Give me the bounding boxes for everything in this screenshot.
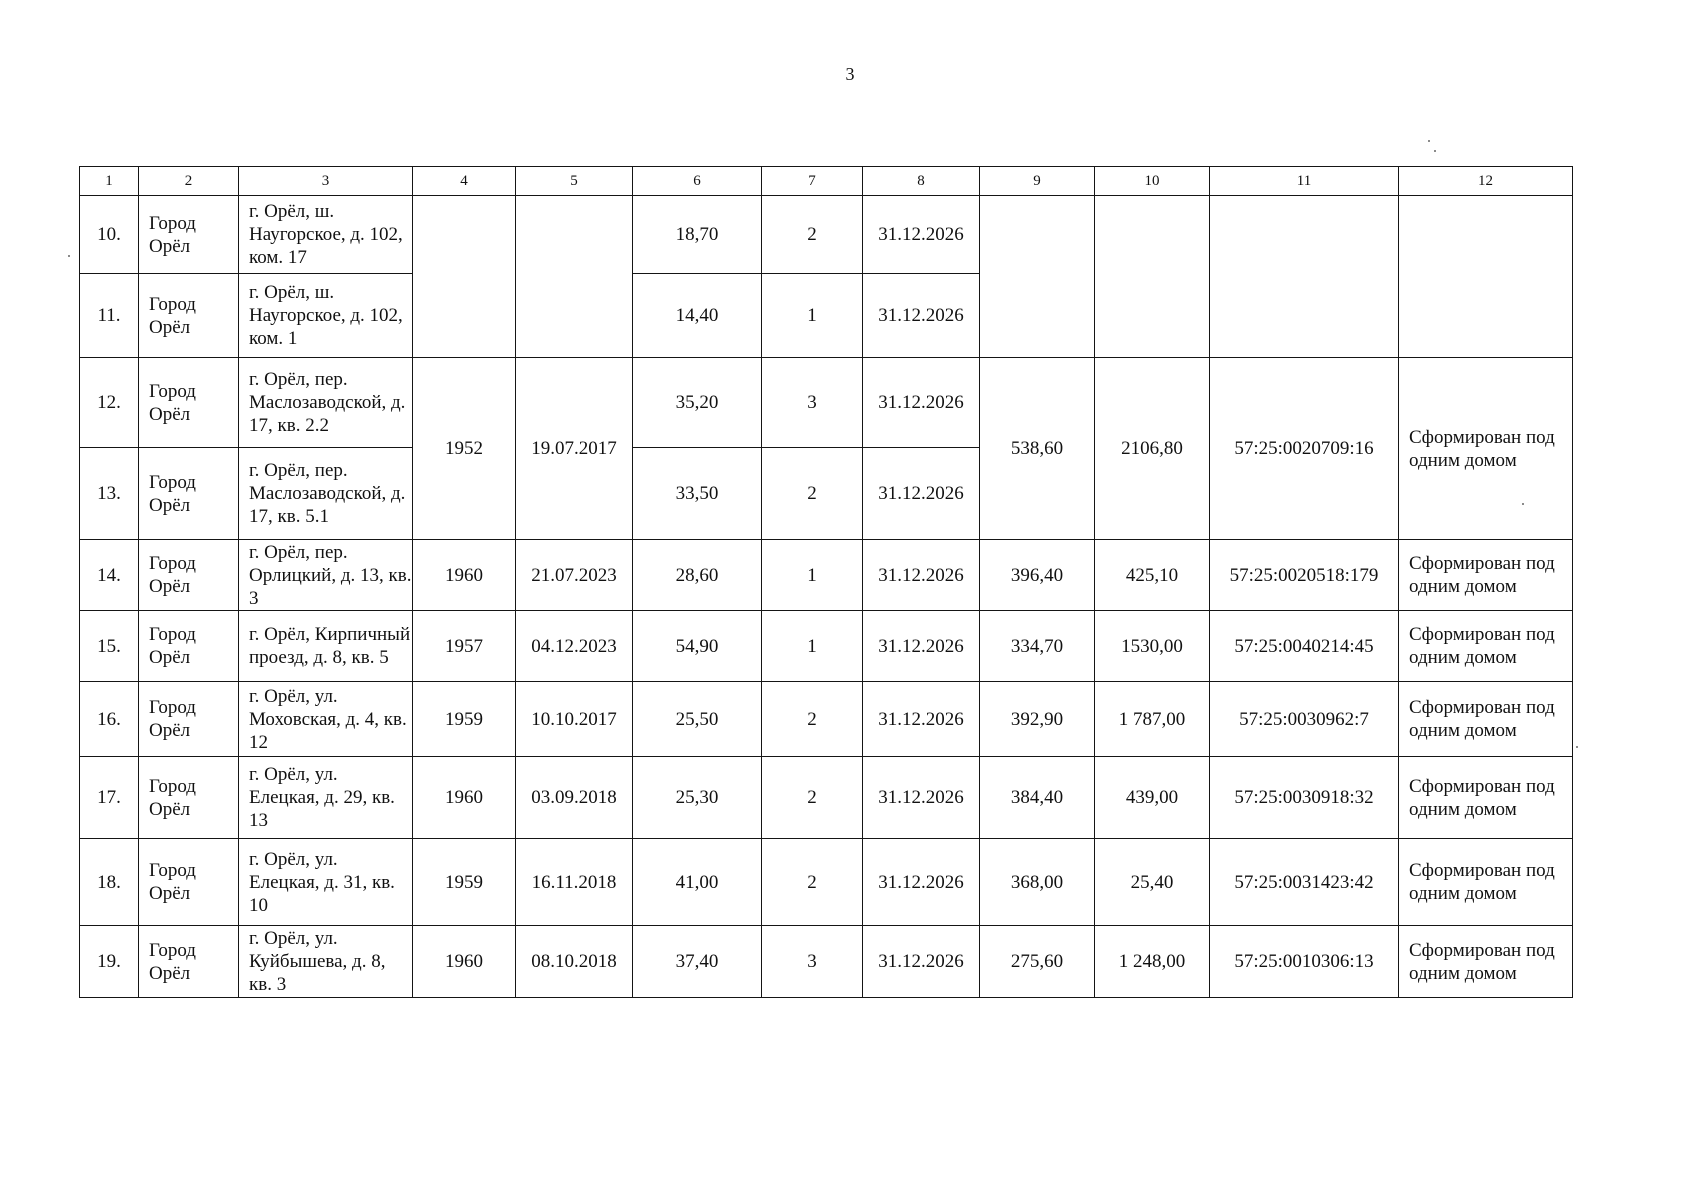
cadastral-number-cell: 57:25:0030962:7 bbox=[1210, 682, 1399, 757]
rooms-cell: 1 bbox=[762, 611, 863, 682]
row-number: 14. bbox=[80, 540, 139, 611]
land-area-cell: 1 248,00 bbox=[1095, 926, 1210, 998]
column-number: 2 bbox=[139, 167, 239, 196]
area-cell: 41,00 bbox=[633, 839, 762, 926]
housing-table bbox=[79, 166, 1573, 998]
house-area-cell: 538,60 bbox=[980, 358, 1095, 540]
address-cell: г. Орёл, пер. Маслозаводской, д. 17, кв. 2.2 bbox=[239, 358, 413, 448]
area-cell: 28,60 bbox=[633, 540, 762, 611]
table-row bbox=[80, 196, 1573, 274]
area-cell: 25,30 bbox=[633, 757, 762, 839]
deadline-cell: 31.12.2026 bbox=[863, 196, 980, 274]
area-cell: 37,40 bbox=[633, 926, 762, 998]
empty-cell bbox=[1210, 196, 1399, 358]
municipality-cell: Город Орёл bbox=[139, 358, 239, 448]
column-number: 6 bbox=[633, 167, 762, 196]
cadastral-number-cell: 57:25:0010306:13 bbox=[1210, 926, 1399, 998]
municipality-cell: Город Орёл bbox=[139, 757, 239, 839]
construction-year-cell: 1960 bbox=[413, 757, 516, 839]
area-cell: 25,50 bbox=[633, 682, 762, 757]
municipality-cell: Город Орёл bbox=[139, 611, 239, 682]
deadline-cell: 31.12.2026 bbox=[863, 448, 980, 540]
table-row bbox=[80, 540, 1573, 611]
recognition-date-cell: 16.11.2018 bbox=[516, 839, 633, 926]
row-number: 18. bbox=[80, 839, 139, 926]
row-number: 15. bbox=[80, 611, 139, 682]
table-row bbox=[80, 611, 1573, 682]
cadastral-number-cell: 57:25:0020518:179 bbox=[1210, 540, 1399, 611]
empty-cell bbox=[1095, 196, 1210, 358]
column-number: 5 bbox=[516, 167, 633, 196]
table-row bbox=[80, 926, 1573, 998]
column-number: 7 bbox=[762, 167, 863, 196]
construction-year-cell: 1959 bbox=[413, 839, 516, 926]
scan-speck bbox=[1434, 150, 1436, 152]
address-cell: г. Орёл, ш. Наугорское, д. 102, ком. 1 bbox=[239, 274, 413, 358]
scan-speck bbox=[1428, 140, 1430, 142]
construction-year-cell: 1960 bbox=[413, 926, 516, 998]
area-cell: 33,50 bbox=[633, 448, 762, 540]
construction-year-cell: 1957 bbox=[413, 611, 516, 682]
recognition-date-cell: 03.09.2018 bbox=[516, 757, 633, 839]
construction-year-cell: 1952 bbox=[413, 358, 516, 540]
land-status-cell: Сформирован под одним домом bbox=[1399, 540, 1573, 611]
cadastral-number-cell: 57:25:0020709:16 bbox=[1210, 358, 1399, 540]
scan-speck bbox=[68, 255, 70, 257]
column-number-row bbox=[80, 167, 1573, 196]
rooms-cell: 2 bbox=[762, 757, 863, 839]
empty-cell bbox=[516, 196, 633, 358]
municipality-cell: Город Орёл bbox=[139, 540, 239, 611]
area-cell: 54,90 bbox=[633, 611, 762, 682]
rooms-cell: 3 bbox=[762, 358, 863, 448]
row-number: 17. bbox=[80, 757, 139, 839]
rooms-cell: 2 bbox=[762, 682, 863, 757]
row-number: 16. bbox=[80, 682, 139, 757]
column-number: 10 bbox=[1095, 167, 1210, 196]
municipality-cell: Город Орёл bbox=[139, 839, 239, 926]
scan-speck bbox=[1522, 503, 1524, 505]
land-status-cell: Сформирован под одним домом bbox=[1399, 839, 1573, 926]
address-cell: г. Орёл, пер. Маслозаводской, д. 17, кв. 5.1 bbox=[239, 448, 413, 540]
address-cell: г. Орёл, ул. Моховская, д. 4, кв. 12 bbox=[239, 682, 413, 757]
construction-year-cell: 1959 bbox=[413, 682, 516, 757]
address-cell: г. Орёл, ул. Куйбышева, д. 8, кв. 3 bbox=[239, 926, 413, 998]
land-area-cell: 25,40 bbox=[1095, 839, 1210, 926]
municipality-cell: Город Орёл bbox=[139, 926, 239, 998]
recognition-date-cell: 10.10.2017 bbox=[516, 682, 633, 757]
table-row bbox=[80, 839, 1573, 926]
deadline-cell: 31.12.2026 bbox=[863, 611, 980, 682]
house-area-cell: 384,40 bbox=[980, 757, 1095, 839]
deadline-cell: 31.12.2026 bbox=[863, 757, 980, 839]
house-area-cell: 396,40 bbox=[980, 540, 1095, 611]
recognition-date-cell: 19.07.2017 bbox=[516, 358, 633, 540]
row-number: 12. bbox=[80, 358, 139, 448]
area-cell: 35,20 bbox=[633, 358, 762, 448]
area-cell: 14,40 bbox=[633, 274, 762, 358]
land-status-cell: Сформирован под одним домом bbox=[1399, 757, 1573, 839]
municipality-cell: Город Орёл bbox=[139, 274, 239, 358]
deadline-cell: 31.12.2026 bbox=[863, 540, 980, 611]
column-number: 8 bbox=[863, 167, 980, 196]
house-area-cell: 392,90 bbox=[980, 682, 1095, 757]
row-number: 11. bbox=[80, 274, 139, 358]
scan-speck bbox=[1576, 746, 1578, 748]
column-number: 1 bbox=[80, 167, 139, 196]
cadastral-number-cell: 57:25:0031423:42 bbox=[1210, 839, 1399, 926]
land-status-cell: Сформирован под одним домом bbox=[1399, 358, 1573, 540]
deadline-cell: 31.12.2026 bbox=[863, 682, 980, 757]
table-row bbox=[80, 682, 1573, 757]
deadline-cell: 31.12.2026 bbox=[863, 274, 980, 358]
land-area-cell: 425,10 bbox=[1095, 540, 1210, 611]
land-area-cell: 2106,80 bbox=[1095, 358, 1210, 540]
empty-cell bbox=[1399, 196, 1573, 358]
column-number: 4 bbox=[413, 167, 516, 196]
rooms-cell: 2 bbox=[762, 839, 863, 926]
house-area-cell: 368,00 bbox=[980, 839, 1095, 926]
land-status-cell: Сформирован под одним домом bbox=[1399, 611, 1573, 682]
address-cell: г. Орёл, Кирпичный проезд, д. 8, кв. 5 bbox=[239, 611, 413, 682]
municipality-cell: Город Орёл bbox=[139, 682, 239, 757]
row-number: 10. bbox=[80, 196, 139, 274]
column-number: 12 bbox=[1399, 167, 1573, 196]
land-area-cell: 439,00 bbox=[1095, 757, 1210, 839]
address-cell: г. Орёл, ш. Наугорское, д. 102, ком. 17 bbox=[239, 196, 413, 274]
page-number: 3 bbox=[845, 64, 855, 84]
deadline-cell: 31.12.2026 bbox=[863, 839, 980, 926]
table-row bbox=[80, 358, 1573, 448]
table-row bbox=[80, 757, 1573, 839]
land-area-cell: 1 787,00 bbox=[1095, 682, 1210, 757]
deadline-cell: 31.12.2026 bbox=[863, 358, 980, 448]
area-cell: 18,70 bbox=[633, 196, 762, 274]
deadline-cell: 31.12.2026 bbox=[863, 926, 980, 998]
rooms-cell: 2 bbox=[762, 196, 863, 274]
rooms-cell: 1 bbox=[762, 274, 863, 358]
house-area-cell: 334,70 bbox=[980, 611, 1095, 682]
address-cell: г. Орёл, пер. Орлицкий, д. 13, кв. 3 bbox=[239, 540, 413, 611]
house-area-cell: 275,60 bbox=[980, 926, 1095, 998]
row-number: 13. bbox=[80, 448, 139, 540]
land-status-cell: Сформирован под одним домом bbox=[1399, 926, 1573, 998]
address-cell: г. Орёл, ул. Елецкая, д. 31, кв. 10 bbox=[239, 839, 413, 926]
cadastral-number-cell: 57:25:0030918:32 bbox=[1210, 757, 1399, 839]
land-area-cell: 1530,00 bbox=[1095, 611, 1210, 682]
empty-cell bbox=[980, 196, 1095, 358]
column-number: 9 bbox=[980, 167, 1095, 196]
empty-cell bbox=[413, 196, 516, 358]
recognition-date-cell: 04.12.2023 bbox=[516, 611, 633, 682]
construction-year-cell: 1960 bbox=[413, 540, 516, 611]
column-number: 11 bbox=[1210, 167, 1399, 196]
recognition-date-cell: 21.07.2023 bbox=[516, 540, 633, 611]
municipality-cell: Город Орёл bbox=[139, 448, 239, 540]
rooms-cell: 2 bbox=[762, 448, 863, 540]
municipality-cell: Город Орёл bbox=[139, 196, 239, 274]
cadastral-number-cell: 57:25:0040214:45 bbox=[1210, 611, 1399, 682]
column-number: 3 bbox=[239, 167, 413, 196]
address-cell: г. Орёл, ул. Елецкая, д. 29, кв. 13 bbox=[239, 757, 413, 839]
rooms-cell: 1 bbox=[762, 540, 863, 611]
rooms-cell: 3 bbox=[762, 926, 863, 998]
row-number: 19. bbox=[80, 926, 139, 998]
land-status-cell: Сформирован под одним домом bbox=[1399, 682, 1573, 757]
recognition-date-cell: 08.10.2018 bbox=[516, 926, 633, 998]
